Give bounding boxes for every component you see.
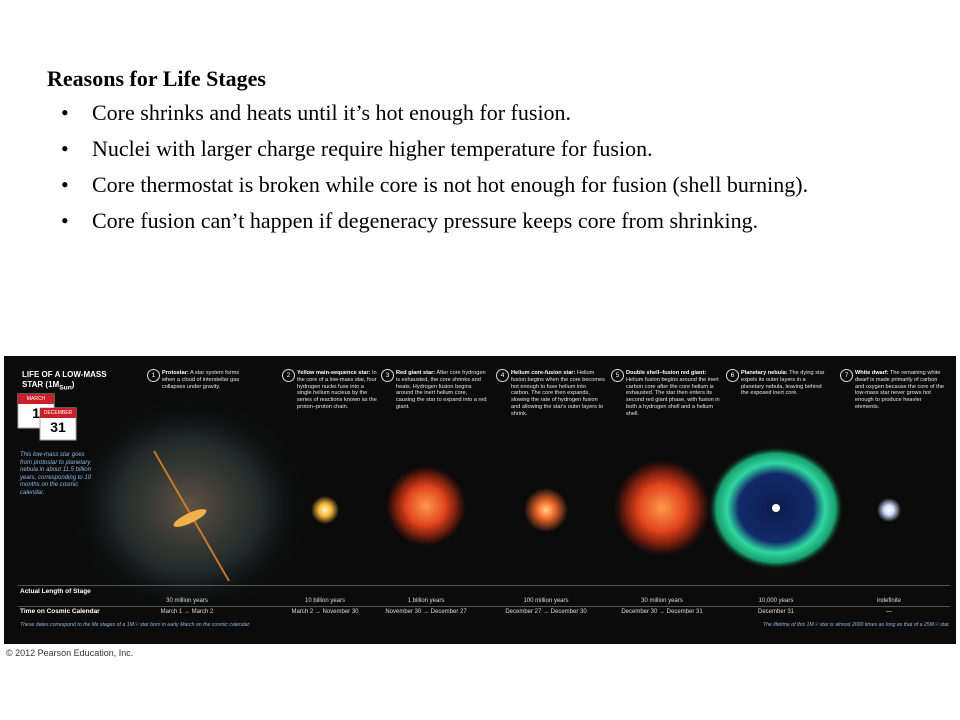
calendar-end-day: 31 [50,419,66,435]
slide-text [47,63,925,239]
copyright-credit: © 2012 Pearson Education, Inc. [6,648,134,658]
stage-number: 6 [726,369,739,382]
white-dwarf [877,498,901,522]
stage-length: 30 million years [641,598,683,604]
main-sequence-star [311,496,339,524]
stage-description [626,370,720,418]
figure-title [22,370,122,394]
stage-name: Protostar: [162,370,189,376]
figure-note-left: These dates correspond to the life stages of a 1M☉ star born in early March on the cosmic calendar. [20,622,251,628]
stage-name: Planetary nebula: [741,370,788,376]
stage-number: 4 [496,369,509,382]
calendar-start-month: MARCH [26,396,46,402]
stage-calendar: March 1 → March 2 [160,609,214,615]
figure-title-end: ) [71,380,75,389]
bullet-item [47,203,925,239]
bullet-marker: • [61,136,69,161]
stage-length: 10,000 years [758,598,794,604]
stage-calendar: — [886,609,892,615]
bullet-item [47,167,925,203]
row-label-length: Actual Length of Stage [20,588,91,595]
calendar-end-month: DECEMBER [43,410,73,416]
figure-intro: This low-mass star goes from protostar to planetary nebula in about 11.5 billion years, corresponding to 10 months on the cosmic calendar. [20,452,92,496]
stage-length: 10 billion years [304,598,346,604]
stage-text: Helium fusion begins when the core becomes hot enough to fuse helium into carbon. The core then expands, slowing the rate of hydrogen fusion and allowing the star's outer layers to shrink. [511,370,605,417]
stage-name: Red giant star: [396,370,436,376]
stage-name: Double shell–fusion red giant: [626,370,707,376]
stage-calendar: November 30 → December 27 [385,609,467,615]
stage-number: 2 [282,369,295,382]
stage-number: 7 [840,369,853,382]
bullet-marker: • [61,100,69,125]
protostar-cloud [69,396,309,616]
figure-title-sub: Sun [59,384,72,392]
calendar-start-day: 1 [32,405,40,421]
bullet-text: Core thermostat is broken while core is not hot enough for fusion (shell burning). [92,172,809,197]
row-label-calendar: Time on Cosmic Calendar [20,608,100,615]
bullet-marker: • [61,172,69,197]
divider [18,585,950,586]
stage-length: 100 million years [523,598,569,604]
bullet-text: Core fusion can’t happen if degeneracy pressure keeps core from shrinking. [92,208,759,233]
bullet-text: Core shrinks and heats until it’s hot enough for fusion. [92,100,572,125]
stage-number: 1 [147,369,160,382]
stage-text: In the core of a low-mass star, four hydrogen nuclei fuse into a single helium nucleus by the series of reactions known as the proton–proton chain. [297,370,377,410]
helium-fusion-star [524,488,568,532]
bullet-item [47,131,925,167]
nebula-core [772,504,780,512]
stage-text: A star system forms when a cloud of interstellar gas collapses under gravity. [162,370,240,390]
stage-description [855,370,947,411]
stage-length: 1 billion years [407,598,445,604]
stage-number: 5 [611,369,624,382]
stage-length: 30 million years [166,598,208,604]
slide-heading: Reasons for Life Stages [47,66,266,91]
stage-calendar: December 30 → December 31 [621,609,703,615]
double-shell-red-giant [614,460,710,556]
stage-text: Helium fusion begins around the inert carbon core after the core helium is exhausted. The star then enters its second red giant phase, with fusion in both a hydrogen shell and a helium shell. [626,376,720,417]
stage-text: The dying star expels its outer layers in a planetary nebula, leaving behind the exposed inert core. [741,370,825,397]
divider [18,606,950,607]
stage-calendar: March 2 → November 30 [291,609,359,615]
stage-description [162,370,252,390]
stage-name: Helium core-fusion star: [511,370,576,376]
bullet-marker: • [61,208,69,233]
stage-description [297,370,377,411]
stage-calendar: December 27 → December 30 [505,609,587,615]
stage-text: The remaining white dwarf is made primarily of carbon and oxygen because the core of the low-mass star never grows hot enough to produce heavier elements. [855,370,944,410]
stage-text: After core hydrogen is exhausted, the core shrinks and heats. Hydrogen fusion begins around the inert helium core, causing the star to expand into a red giant. [396,370,487,410]
stage-number: 3 [381,369,394,382]
stage-description [511,370,605,418]
stage-calendar: December 31 [757,609,795,615]
figure-note-right: The lifetime of this 1M☉ star is almost 2000 times as long as that of a 25M☉ star. [762,622,950,628]
bullet-text: Nuclei with larger charge require higher temperature for fusion. [92,136,653,161]
stage-name: Yellow main-sequence star: [297,370,371,376]
figure-title-main: LIFE OF A LOW-MASS STAR (1M [22,370,107,389]
stage-name: White dwarf: [855,370,889,376]
bullet-item [47,95,925,131]
stage-length: indefinite [876,598,902,604]
bullet-list [47,95,925,239]
stage-description [396,370,488,411]
star-life-figure [4,356,956,644]
stage-description [741,370,829,397]
red-giant-star [386,466,466,546]
